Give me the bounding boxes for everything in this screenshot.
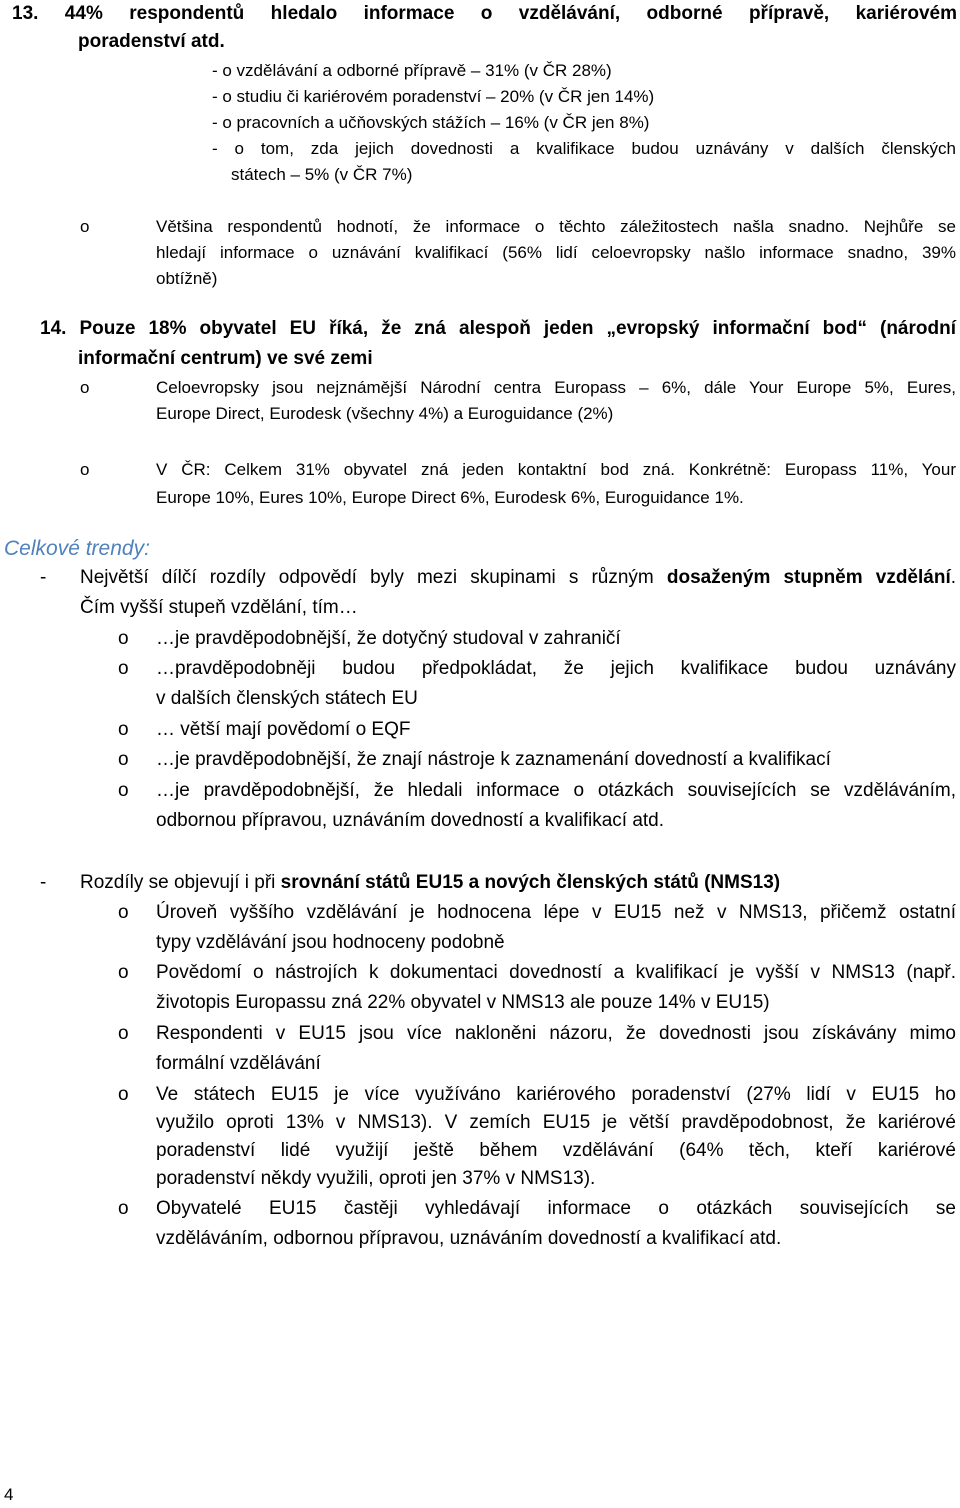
dash-marker: - [40, 567, 47, 588]
bullet-marker: o [118, 628, 129, 649]
trends-d2-item2-line1: Povědomí o nástrojích k dokumentaci dovedností a kvalifikací je vyšší v NMS13 (např. [156, 962, 956, 983]
bullet-marker: o [118, 1023, 129, 1044]
s14-bullet2-line2: Europe 10%, Eures 10%, Europe Direct 6%, Eurodesk 6%, Euroguidance 1%. [156, 488, 744, 507]
trends-d2-item1-line1: Úroveň vyššího vzdělávání je hodnocena lépe v EU15 než v NMS13, přičemž ostatní [156, 902, 956, 923]
bullet-marker: o [118, 719, 129, 740]
emphasis-text: dosaženým stupněm vzdělání [666, 567, 951, 588]
dash-marker: - [40, 872, 47, 893]
s13-item-2: - o studiu či kariérovém poradenství – 20% (v ČR jen 14%) [212, 87, 655, 106]
trends-heading: Celkové trendy: [4, 537, 150, 560]
section-14-heading-line2: informační centrum) ve své zemi [78, 348, 373, 369]
s13-item-3: - o pracovních a učňovských stážích – 16% (v ČR jen 8%) [212, 113, 650, 132]
bullet-marker: o [118, 962, 129, 983]
section-13-heading-line1: 13. 44% respondentů hledalo informace o vzdělávání, odborné přípravě, kariérovém [12, 3, 957, 24]
bullet-marker: o [118, 1198, 129, 1219]
s13-item-4-line1: - o tom, zda jejich dovednosti a kvalifikace budou uznávány v dalších členských [212, 139, 956, 158]
trends-dash1-line1 [80, 563, 956, 593]
text-run: Největší dílčí rozdíly odpovědí byly mezi skupinami s různým [80, 567, 667, 588]
bullet-marker: o [118, 749, 129, 770]
trends-d2-item3-line1: Respondenti v EU15 jsou více nakloněni názoru, že dovednosti jsou získávány mimo [156, 1023, 956, 1044]
s13-note-line1: Většina respondentů hodnotí, že informace o těchto záležitostech našla snadno. Nejhůře se [156, 217, 956, 236]
page-number: 4 [4, 1485, 14, 1504]
trends-d1-item4: …je pravděpodobnější, že znají nástroje k zaznamenání dovedností a kvalifikací [156, 749, 831, 770]
bullet-marker: o [118, 1084, 129, 1105]
s14-bullet1-line2: Europe Direct, Eurodesk (všechny 4%) a Euroguidance (2%) [156, 404, 614, 423]
bullet-marker: o [80, 378, 90, 397]
s13-item-1: - o vzdělávání a odborné přípravě – 31% (v ČR 28%) [212, 61, 612, 80]
s13-note-line3: obtížně) [156, 269, 218, 288]
bullet-marker: o [118, 658, 129, 679]
trends-d2-item5-line2: vzděláváním, odbornou přípravou, uznáváním dovedností a kvalifikací atd. [156, 1228, 782, 1249]
section-14-heading-line1: 14. Pouze 18% obyvatel EU říká, že zná alespoň jeden „evropský informační bod“ (národní [40, 318, 956, 339]
trends-d2-item3-line2: formální vzdělávání [156, 1053, 321, 1074]
trends-d1-item1: …je pravděpodobnější, že dotyčný studoval v zahraničí [156, 628, 621, 649]
trends-dash1-line2: Čím vyšší stupeň vzdělání, tím… [80, 597, 358, 618]
trends-d2-item4-line2: využilo oproti 13% v NMS13). V zemích EU15 je větší pravděpodobnost, že kariérové [156, 1112, 956, 1133]
s13-note-line2: hledají informace o uznávání kvalifikací (56% lidí celoevropsky našlo informace snadno, 39% [156, 243, 956, 262]
bullet-marker: o [80, 460, 90, 479]
text-run: Rozdíly se objevují i při [80, 872, 281, 893]
trends-d1-item2-line1: …pravděpodobněji budou předpokládat, že jejich kvalifikace budou uznávány [156, 658, 956, 679]
trends-d1-item3: … větší mají povědomí o EQF [156, 719, 411, 740]
trends-d2-item5-line1: Obyvatelé EU15 častěji vyhledávají informace o otázkách souvisejících se [156, 1198, 956, 1219]
s14-bullet2-line1: V ČR: Celkem 31% obyvatel zná jeden kontaktní bod zná. Konkrétně: Europass 11%, Your [156, 460, 956, 479]
bullet-marker: o [80, 217, 90, 236]
trends-d1-item2-line2: v dalších členských státech EU [156, 688, 418, 709]
bullet-marker: o [118, 902, 129, 923]
bullet-marker: o [118, 780, 129, 801]
section-13-heading-line2: poradenství atd. [78, 31, 225, 52]
trends-dash2-line1 [80, 868, 780, 898]
trends-d2-item1-line2: typy vzdělávání jsou hodnoceny podobně [156, 932, 505, 953]
emphasis-text: srovnání států EU15 a nových členských států (NMS13) [280, 872, 781, 893]
trends-d1-item5-line1: …je pravděpodobnější, že hledali informace o otázkách souvisejících se vzděláváním, [156, 780, 956, 801]
trends-d2-item4-line4: poradenství někdy využili, oproti jen 37% v NMS13). [156, 1168, 596, 1189]
s14-bullet1-line1: Celoevropsky jsou nejznámější Národní centra Europass – 6%, dále Your Europe 5%, Eures, [156, 378, 956, 397]
s13-item-4-line2: státech – 5% (v ČR 7%) [231, 165, 413, 184]
text-run: . [950, 567, 957, 588]
trends-d2-item4-line3: poradenství lidé využijí ještě během vzdělávání (64% těch, kteří kariérové [156, 1140, 956, 1161]
trends-d2-item4-line1: Ve státech EU15 je více využíváno kariérového poradenství (27% lidí v EU15 ho [156, 1084, 956, 1105]
trends-d2-item2-line2: životopis Europassu zná 22% obyvatel v NMS13 ale pouze 14% v EU15) [156, 992, 770, 1013]
trends-d1-item5-line2: odbornou přípravou, uznáváním dovedností a kvalifikací atd. [156, 810, 665, 831]
